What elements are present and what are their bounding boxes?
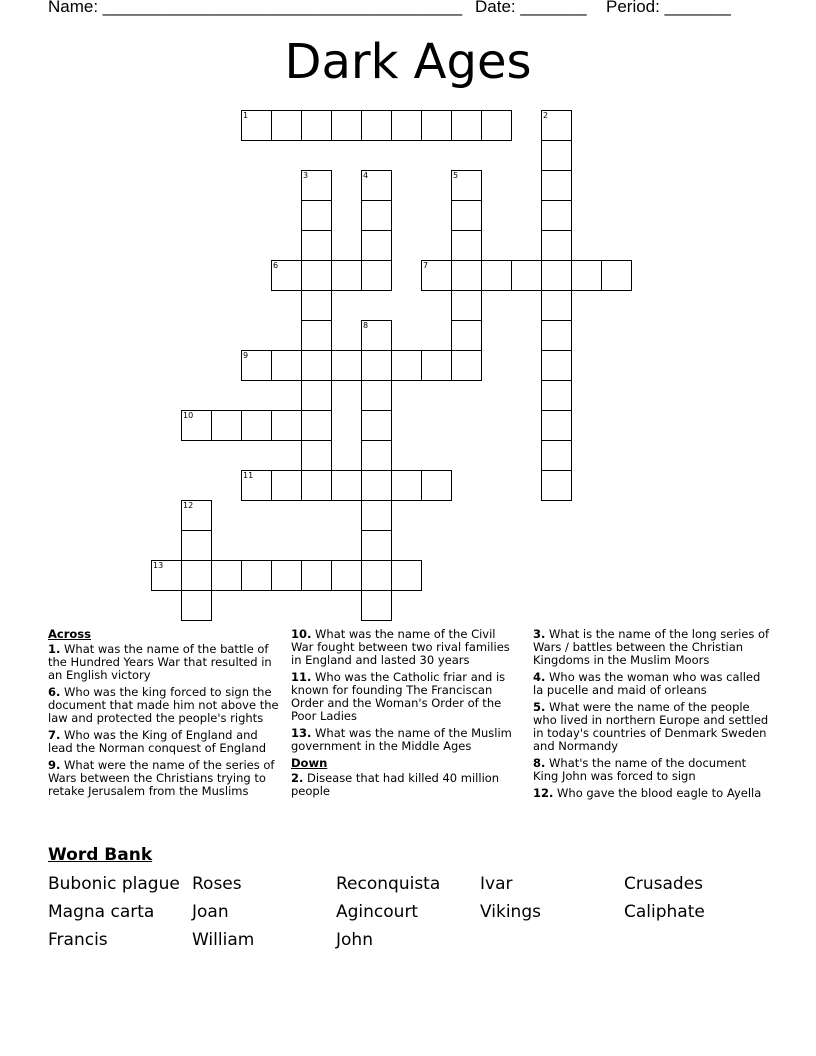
crossword-cell[interactable] bbox=[481, 260, 512, 291]
clue-number: 2 bbox=[543, 111, 549, 120]
crossword-cell[interactable] bbox=[241, 470, 272, 501]
crossword-cell[interactable] bbox=[541, 170, 572, 201]
crossword-cell[interactable] bbox=[331, 350, 362, 381]
clue-across-1: 1. What was the name of the battle of the Hundred Years War that resulted in an English victory bbox=[48, 642, 272, 682]
crossword-cell[interactable] bbox=[241, 350, 272, 381]
crossword-cell[interactable] bbox=[361, 500, 392, 531]
crossword-cell[interactable] bbox=[301, 350, 332, 381]
crossword-cell[interactable] bbox=[241, 560, 272, 591]
word-bank-word: Crusades bbox=[624, 874, 704, 894]
crossword-cell[interactable] bbox=[301, 380, 332, 411]
word-bank-word: Ivar bbox=[480, 874, 513, 894]
crossword-cell[interactable] bbox=[301, 230, 332, 261]
clue-across-13: 13. What was the name of the Muslim government in the Middle Ages bbox=[291, 726, 512, 753]
crossword-cell[interactable] bbox=[361, 590, 392, 621]
crossword-cell[interactable] bbox=[241, 110, 272, 141]
crossword-cell[interactable] bbox=[451, 110, 482, 141]
crossword-cell[interactable] bbox=[451, 320, 482, 351]
crossword-cell[interactable] bbox=[181, 530, 212, 561]
clue-across-6: 6. Who was the king forced to sign the document that made him not above the law and protected the people's rights bbox=[48, 685, 279, 725]
crossword-cell[interactable] bbox=[301, 440, 332, 471]
clues-column-3 bbox=[533, 628, 773, 804]
clue-number: 13 bbox=[153, 561, 164, 570]
word-bank-word: William bbox=[192, 930, 255, 950]
clue-number: 7 bbox=[423, 261, 429, 270]
crossword-cell[interactable] bbox=[361, 440, 392, 471]
crossword-cell[interactable] bbox=[181, 410, 212, 441]
crossword-cell[interactable] bbox=[301, 470, 332, 501]
crossword-cell[interactable] bbox=[241, 410, 272, 441]
clue-down-2: 2. Disease that had killed 40 million people bbox=[291, 771, 500, 798]
clue-across-10: 10. What was the name of the Civil War fought between two rival families in England and lasted 30 years bbox=[291, 627, 510, 667]
crossword-cell[interactable] bbox=[391, 350, 422, 381]
crossword-cell[interactable] bbox=[301, 260, 332, 291]
crossword-cell[interactable] bbox=[421, 260, 452, 291]
word-bank-word: John bbox=[336, 930, 373, 950]
crossword-cell[interactable] bbox=[361, 200, 392, 231]
crossword-cell[interactable] bbox=[451, 350, 482, 381]
crossword-cell[interactable] bbox=[301, 290, 332, 321]
crossword-cell[interactable] bbox=[361, 380, 392, 411]
crossword-cell[interactable] bbox=[271, 410, 302, 441]
clue-down-12: 12. Who gave the blood eagle to Ayella bbox=[533, 786, 762, 800]
crossword-cell[interactable] bbox=[391, 110, 422, 141]
date-field[interactable]: Date: _______ bbox=[475, 0, 587, 16]
crossword-cell[interactable] bbox=[301, 200, 332, 231]
crossword-cell[interactable] bbox=[361, 230, 392, 261]
crossword-cell[interactable] bbox=[301, 410, 332, 441]
period-field[interactable]: Period: _______ bbox=[606, 0, 731, 16]
clue-number: 11 bbox=[243, 471, 254, 480]
crossword-cell[interactable] bbox=[391, 470, 422, 501]
crossword-cell[interactable] bbox=[541, 140, 572, 171]
crossword-cell[interactable] bbox=[541, 290, 572, 321]
crossword-cell[interactable] bbox=[211, 560, 242, 591]
across-heading: Across bbox=[48, 627, 91, 641]
clue-number: 12 bbox=[183, 501, 194, 510]
crossword-cell[interactable] bbox=[541, 320, 572, 351]
crossword-cell[interactable] bbox=[181, 560, 212, 591]
word-bank-word: Francis bbox=[48, 930, 108, 950]
clue-number: 6 bbox=[273, 261, 279, 270]
crossword-cell[interactable] bbox=[331, 470, 362, 501]
clue-number: 4 bbox=[363, 171, 369, 180]
word-bank-word: Joan bbox=[192, 902, 229, 922]
crossword-cell[interactable] bbox=[451, 170, 482, 201]
crossword-cell[interactable] bbox=[271, 110, 302, 141]
crossword-cell[interactable] bbox=[541, 410, 572, 441]
crossword-cell[interactable] bbox=[541, 470, 572, 501]
crossword-cell[interactable] bbox=[301, 170, 332, 201]
clue-across-9: 9. What were the name of the series of Wars between the Christians trying to retake Jerusalem from the Muslims bbox=[48, 758, 275, 798]
crossword-cell[interactable] bbox=[271, 350, 302, 381]
crossword-cell[interactable] bbox=[541, 200, 572, 231]
crossword-cell[interactable] bbox=[361, 560, 392, 591]
crossword-cell[interactable] bbox=[451, 290, 482, 321]
word-bank-word: Bubonic plague bbox=[48, 874, 180, 894]
page-title: Dark Ages bbox=[284, 34, 532, 90]
crossword-cell[interactable] bbox=[301, 110, 332, 141]
crossword-cell[interactable] bbox=[511, 260, 542, 291]
word-bank-word: Roses bbox=[192, 874, 242, 894]
clue-number: 5 bbox=[453, 171, 459, 180]
crossword-cell[interactable] bbox=[541, 110, 572, 141]
clue-number: 8 bbox=[363, 321, 369, 330]
down-heading: Down bbox=[291, 756, 328, 770]
clue-down-4: 4. Who was the woman who was called la pucelle and maid of orleans bbox=[533, 670, 761, 697]
clue-across-11: 11. Who was the Catholic friar and is known for founding The Franciscan Order and the Woman's Order of the Poor Ladies bbox=[291, 670, 506, 723]
crossword-cell[interactable] bbox=[361, 410, 392, 441]
crossword-cell[interactable] bbox=[361, 320, 392, 351]
clue-number: 9 bbox=[243, 351, 249, 360]
name-field[interactable]: Name: ______________________________________ bbox=[48, 0, 463, 16]
crossword-cell[interactable] bbox=[541, 230, 572, 261]
crossword-cell[interactable] bbox=[271, 260, 302, 291]
crossword-cell[interactable] bbox=[541, 380, 572, 411]
clue-across-7: 7. Who was the King of England and lead the Norman conquest of England bbox=[48, 728, 267, 755]
word-bank-word: Magna carta bbox=[48, 902, 155, 922]
crossword-cell[interactable] bbox=[361, 260, 392, 291]
crossword-cell[interactable] bbox=[271, 470, 302, 501]
crossword-cell[interactable] bbox=[151, 560, 182, 591]
crossword-cell[interactable] bbox=[181, 500, 212, 531]
crossword-cell[interactable] bbox=[301, 560, 332, 591]
crossword-cell[interactable] bbox=[361, 170, 392, 201]
crossword-cell[interactable] bbox=[331, 110, 362, 141]
crossword-cell[interactable] bbox=[451, 230, 482, 261]
crossword-cell[interactable] bbox=[451, 200, 482, 231]
crossword-cell[interactable] bbox=[361, 350, 392, 381]
crossword-cell[interactable] bbox=[541, 440, 572, 471]
clues-column-1 bbox=[48, 628, 283, 802]
crossword-cell[interactable] bbox=[331, 260, 362, 291]
crossword-cell[interactable] bbox=[391, 560, 422, 591]
clue-down-5: 5. What were the name of the people who lived in northern Europe and settled in today's countries of Denmark Sweden and Normandy bbox=[533, 700, 769, 753]
crossword-cell[interactable] bbox=[541, 350, 572, 381]
clue-number: 1 bbox=[243, 111, 249, 120]
clue-number: 10 bbox=[183, 411, 194, 420]
crossword-cell[interactable] bbox=[271, 560, 302, 591]
crossword-cell[interactable] bbox=[181, 590, 212, 621]
crossword-cell[interactable] bbox=[571, 260, 602, 291]
crossword-cell[interactable] bbox=[361, 110, 392, 141]
word-bank-word: Reconquista bbox=[336, 874, 441, 894]
crossword-cell[interactable] bbox=[331, 560, 362, 591]
crossword-cell[interactable] bbox=[421, 110, 452, 141]
crossword-cell[interactable] bbox=[421, 350, 452, 381]
clue-down-3: 3. What is the name of the long series of Wars / battles between the Christian Kingdoms in the Muslim Moors bbox=[533, 627, 770, 667]
word-bank-word: Agincourt bbox=[336, 902, 419, 922]
clue-down-8: 8. What's the name of the document King John was forced to sign bbox=[533, 756, 747, 783]
crossword-cell[interactable] bbox=[451, 260, 482, 291]
crossword-cell[interactable] bbox=[211, 410, 242, 441]
crossword-cell[interactable] bbox=[541, 260, 572, 291]
crossword-cell[interactable] bbox=[421, 470, 452, 501]
crossword-cell[interactable] bbox=[361, 530, 392, 561]
crossword-cell[interactable] bbox=[481, 110, 512, 141]
word-bank-word: Caliphate bbox=[624, 902, 705, 922]
crossword-cell[interactable] bbox=[601, 260, 632, 291]
clue-number: 3 bbox=[303, 171, 309, 180]
crossword-cell[interactable] bbox=[361, 470, 392, 501]
word-bank-title: Word Bank bbox=[48, 845, 153, 865]
crossword-cell[interactable] bbox=[301, 320, 332, 351]
clues-column-2 bbox=[291, 628, 521, 802]
word-bank-word: Vikings bbox=[480, 902, 541, 922]
